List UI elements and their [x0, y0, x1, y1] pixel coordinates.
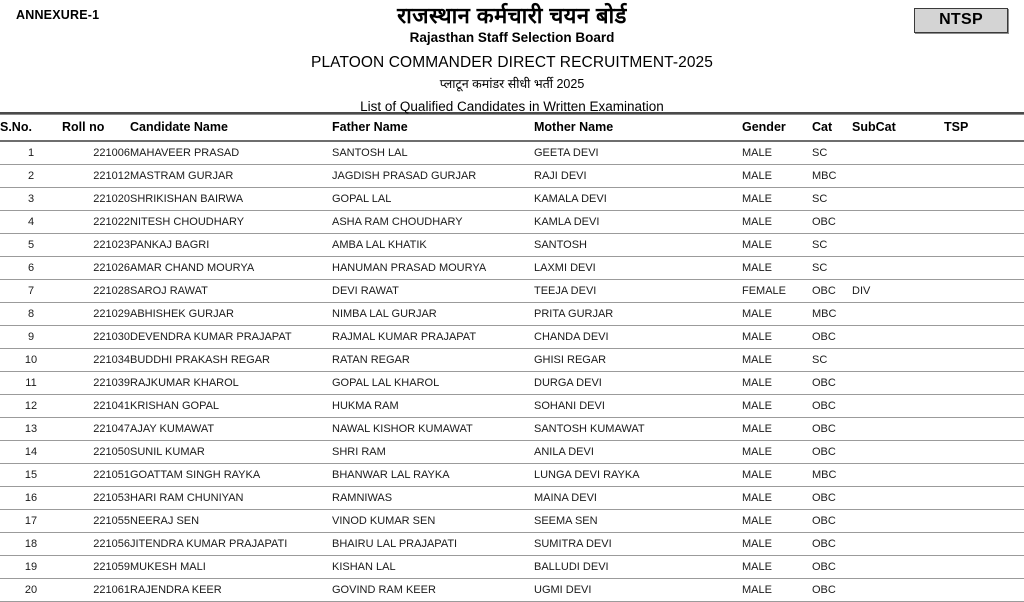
cell-gender: MALE — [742, 441, 812, 464]
cell-tsp — [944, 441, 1024, 464]
table-row — [0, 579, 1024, 602]
cell-subcat — [852, 556, 944, 579]
cell-mother-name: KAMALA DEVI — [534, 188, 742, 211]
cell-cat: OBC — [812, 280, 852, 303]
cell-gender: MALE — [742, 349, 812, 372]
cell-candidate-name: MUKESH MALI — [130, 556, 332, 579]
cell-sno: 18 — [0, 533, 62, 556]
cell-gender: MALE — [742, 533, 812, 556]
cell-subcat: DIV — [852, 280, 944, 303]
cell-tsp — [944, 141, 1024, 165]
cell-father-name: KISHAN LAL — [332, 556, 534, 579]
column-header-mother-name: Mother Name — [534, 115, 742, 141]
cell-tsp — [944, 556, 1024, 579]
column-header-cat: Cat — [812, 115, 852, 141]
cell-tsp — [944, 257, 1024, 280]
cell-mother-name: SEEMA SEN — [534, 510, 742, 533]
cell-cat: OBC — [812, 418, 852, 441]
cell-roll-no: 221051 — [62, 464, 130, 487]
cell-sno: 2 — [0, 165, 62, 188]
cell-father-name: BHAIRU LAL PRAJAPATI — [332, 533, 534, 556]
cell-candidate-name: NITESH CHOUDHARY — [130, 211, 332, 234]
cell-sno: 10 — [0, 349, 62, 372]
table-row — [0, 234, 1024, 257]
cell-cat: OBC — [812, 441, 852, 464]
cell-subcat — [852, 487, 944, 510]
cell-subcat — [852, 326, 944, 349]
table-row — [0, 188, 1024, 211]
cell-cat: SC — [812, 234, 852, 257]
cell-candidate-name: SAROJ RAWAT — [130, 280, 332, 303]
cell-gender: MALE — [742, 165, 812, 188]
cell-father-name: GOPAL LAL KHAROL — [332, 372, 534, 395]
cell-roll-no: 221053 — [62, 487, 130, 510]
cell-gender: MALE — [742, 234, 812, 257]
cell-sno: 6 — [0, 257, 62, 280]
cell-tsp — [944, 349, 1024, 372]
cell-cat: MBC — [812, 303, 852, 326]
cell-candidate-name: RAJKUMAR KHAROL — [130, 372, 332, 395]
cell-sno: 1 — [0, 141, 62, 165]
cell-mother-name: LAXMI DEVI — [534, 257, 742, 280]
cell-father-name: HANUMAN PRASAD MOURYA — [332, 257, 534, 280]
table-row — [0, 487, 1024, 510]
cell-gender: MALE — [742, 326, 812, 349]
cell-tsp — [944, 395, 1024, 418]
cell-roll-no: 221012 — [62, 165, 130, 188]
table-row — [0, 441, 1024, 464]
cell-cat: SC — [812, 349, 852, 372]
title-block — [0, 0, 1024, 115]
cell-tsp — [944, 418, 1024, 441]
cell-cat: MBC — [812, 464, 852, 487]
column-header-father-name: Father Name — [332, 115, 534, 141]
cell-subcat — [852, 510, 944, 533]
cell-father-name: VINOD KUMAR SEN — [332, 510, 534, 533]
cell-roll-no: 221030 — [62, 326, 130, 349]
cell-cat: OBC — [812, 395, 852, 418]
table-row — [0, 303, 1024, 326]
cell-gender: MALE — [742, 257, 812, 280]
cell-sno: 16 — [0, 487, 62, 510]
cell-candidate-name: HARI RAM CHUNIYAN — [130, 487, 332, 510]
cell-tsp — [944, 188, 1024, 211]
cell-sno: 11 — [0, 372, 62, 395]
cell-tsp — [944, 487, 1024, 510]
cell-roll-no: 221047 — [62, 418, 130, 441]
cell-gender: MALE — [742, 579, 812, 602]
cell-mother-name: BALLUDI DEVI — [534, 556, 742, 579]
cell-mother-name: SOHANI DEVI — [534, 395, 742, 418]
cell-candidate-name: DEVENDRA KUMAR PRAJAPAT — [130, 326, 332, 349]
cell-cat: SC — [812, 257, 852, 280]
cell-subcat — [852, 533, 944, 556]
cell-roll-no: 221055 — [62, 510, 130, 533]
table-row — [0, 349, 1024, 372]
cell-father-name: SHRI RAM — [332, 441, 534, 464]
cell-father-name: RATAN REGAR — [332, 349, 534, 372]
cell-gender: MALE — [742, 211, 812, 234]
cell-father-name: ASHA RAM CHOUDHARY — [332, 211, 534, 234]
table-row — [0, 280, 1024, 303]
cell-mother-name: UGMI DEVI — [534, 579, 742, 602]
cell-mother-name: KAMLA DEVI — [534, 211, 742, 234]
cell-mother-name: SANTOSH KUMAWAT — [534, 418, 742, 441]
cell-subcat — [852, 395, 944, 418]
cell-subcat — [852, 441, 944, 464]
table-row — [0, 464, 1024, 487]
table-row — [0, 556, 1024, 579]
cell-sno: 5 — [0, 234, 62, 257]
cell-candidate-name: SUNIL KUMAR — [130, 441, 332, 464]
cell-father-name: HUKMA RAM — [332, 395, 534, 418]
cell-sno: 14 — [0, 441, 62, 464]
cell-cat: OBC — [812, 372, 852, 395]
column-header-candidate-name: Candidate Name — [130, 115, 332, 141]
cell-mother-name: GEETA DEVI — [534, 141, 742, 165]
exam-title-hindi: प्लाटून कमांडर सीधी भर्ती 2025 — [439, 76, 585, 91]
cell-subcat — [852, 372, 944, 395]
document-header — [0, 0, 1024, 112]
cell-tsp — [944, 234, 1024, 257]
cell-gender: MALE — [742, 395, 812, 418]
table-row — [0, 418, 1024, 441]
cell-mother-name: SUMITRA DEVI — [534, 533, 742, 556]
cell-father-name: DEVI RAWAT — [332, 280, 534, 303]
cell-subcat — [852, 464, 944, 487]
cell-mother-name: CHANDA DEVI — [534, 326, 742, 349]
cell-cat: OBC — [812, 326, 852, 349]
cell-subcat — [852, 303, 944, 326]
list-caption: List of Qualified Candidates in Written Examination — [360, 98, 664, 114]
cell-cat: OBC — [812, 556, 852, 579]
table-row — [0, 372, 1024, 395]
cell-sno: 8 — [0, 303, 62, 326]
table-row — [0, 395, 1024, 418]
cell-cat: MBC — [812, 165, 852, 188]
table-row — [0, 211, 1024, 234]
cell-roll-no: 221023 — [62, 234, 130, 257]
cell-gender: MALE — [742, 487, 812, 510]
cell-tsp — [944, 579, 1024, 602]
cell-candidate-name: JITENDRA KUMAR PRAJAPATI — [130, 533, 332, 556]
cell-tsp — [944, 303, 1024, 326]
cell-candidate-name: RAJENDRA KEER — [130, 579, 332, 602]
annexure-label: ANNEXURE-1 — [16, 8, 100, 22]
cell-cat: OBC — [812, 510, 852, 533]
column-header-sno: S.No. — [0, 115, 62, 141]
cell-roll-no: 221061 — [62, 579, 130, 602]
column-header-subcat: SubCat — [852, 115, 944, 141]
cell-candidate-name: AMAR CHAND MOURYA — [130, 257, 332, 280]
qualified-candidates-table — [0, 115, 1024, 602]
cell-roll-no: 221056 — [62, 533, 130, 556]
cell-mother-name: MAINA DEVI — [534, 487, 742, 510]
cell-roll-no: 221050 — [62, 441, 130, 464]
cell-subcat — [852, 188, 944, 211]
table-row — [0, 257, 1024, 280]
cell-sno: 9 — [0, 326, 62, 349]
cell-sno: 3 — [0, 188, 62, 211]
cell-sno: 7 — [0, 280, 62, 303]
cell-cat: OBC — [812, 533, 852, 556]
cell-sno: 4 — [0, 211, 62, 234]
cell-gender: MALE — [742, 556, 812, 579]
cell-roll-no: 221020 — [62, 188, 130, 211]
cell-subcat — [852, 349, 944, 372]
cell-roll-no: 221059 — [62, 556, 130, 579]
cell-gender: MALE — [742, 141, 812, 165]
organization-name-english: Rajasthan Staff Selection Board — [409, 29, 615, 45]
cell-candidate-name: PANKAJ BAGRI — [130, 234, 332, 257]
cell-roll-no: 221022 — [62, 211, 130, 234]
cell-gender: MALE — [742, 372, 812, 395]
cell-gender: MALE — [742, 188, 812, 211]
cell-father-name: RAJMAL KUMAR PRAJAPAT — [332, 326, 534, 349]
cell-father-name: GOPAL LAL — [332, 188, 534, 211]
cell-father-name: AMBA LAL KHATIK — [332, 234, 534, 257]
cell-mother-name: TEEJA DEVI — [534, 280, 742, 303]
cell-candidate-name: KRISHAN GOPAL — [130, 395, 332, 418]
cell-sno: 15 — [0, 464, 62, 487]
cell-father-name: NIMBA LAL GURJAR — [332, 303, 534, 326]
cell-roll-no: 221029 — [62, 303, 130, 326]
cell-father-name: BHANWAR LAL RAYKA — [332, 464, 534, 487]
cell-mother-name: SANTOSH — [534, 234, 742, 257]
exam-title-english: PLATOON COMMANDER DIRECT RECRUITMENT-2025 — [311, 53, 713, 71]
cell-sno: 17 — [0, 510, 62, 533]
table-row — [0, 326, 1024, 349]
cell-roll-no: 221039 — [62, 372, 130, 395]
cell-cat: OBC — [812, 487, 852, 510]
cell-father-name: NAWAL KISHOR KUMAWAT — [332, 418, 534, 441]
cell-tsp — [944, 211, 1024, 234]
cell-sno: 13 — [0, 418, 62, 441]
ntsp-badge: NTSP — [914, 8, 1008, 33]
cell-subcat — [852, 234, 944, 257]
cell-candidate-name: BUDDHI PRAKASH REGAR — [130, 349, 332, 372]
cell-subcat — [852, 211, 944, 234]
cell-candidate-name: NEERAJ SEN — [130, 510, 332, 533]
table-body — [0, 141, 1024, 602]
cell-roll-no: 221034 — [62, 349, 130, 372]
cell-cat: OBC — [812, 579, 852, 602]
cell-tsp — [944, 326, 1024, 349]
cell-roll-no: 221026 — [62, 257, 130, 280]
cell-father-name: SANTOSH LAL — [332, 141, 534, 165]
cell-tsp — [944, 165, 1024, 188]
cell-sno: 19 — [0, 556, 62, 579]
cell-candidate-name: MAHAVEER PRASAD — [130, 141, 332, 165]
organization-name-hindi: राजस्थान कर्मचारी चयन बोर्ड — [397, 3, 627, 28]
cell-mother-name: DURGA DEVI — [534, 372, 742, 395]
cell-father-name: RAMNIWAS — [332, 487, 534, 510]
cell-tsp — [944, 280, 1024, 303]
cell-tsp — [944, 464, 1024, 487]
cell-mother-name: RAJI DEVI — [534, 165, 742, 188]
cell-father-name: GOVIND RAM KEER — [332, 579, 534, 602]
cell-gender: MALE — [742, 510, 812, 533]
table-row — [0, 141, 1024, 165]
table-row — [0, 533, 1024, 556]
cell-roll-no: 221041 — [62, 395, 130, 418]
cell-roll-no: 221006 — [62, 141, 130, 165]
cell-subcat — [852, 257, 944, 280]
table-header-row — [0, 115, 1024, 141]
cell-cat: SC — [812, 141, 852, 165]
cell-mother-name: GHISI REGAR — [534, 349, 742, 372]
cell-mother-name: PRITA GURJAR — [534, 303, 742, 326]
cell-gender: MALE — [742, 464, 812, 487]
cell-subcat — [852, 165, 944, 188]
cell-gender: MALE — [742, 418, 812, 441]
cell-gender: MALE — [742, 303, 812, 326]
cell-candidate-name: MASTRAM GURJAR — [130, 165, 332, 188]
cell-tsp — [944, 533, 1024, 556]
cell-cat: OBC — [812, 211, 852, 234]
cell-sno: 12 — [0, 395, 62, 418]
cell-mother-name: LUNGA DEVI RAYKA — [534, 464, 742, 487]
cell-candidate-name: ABHISHEK GURJAR — [130, 303, 332, 326]
cell-roll-no: 221028 — [62, 280, 130, 303]
cell-father-name: JAGDISH PRASAD GURJAR — [332, 165, 534, 188]
cell-sno: 20 — [0, 579, 62, 602]
cell-candidate-name: GOATTAM SINGH RAYKA — [130, 464, 332, 487]
column-header-roll: Roll no — [62, 115, 130, 141]
cell-candidate-name: SHRIKISHAN BAIRWA — [130, 188, 332, 211]
table-row — [0, 165, 1024, 188]
table-row — [0, 510, 1024, 533]
cell-cat: SC — [812, 188, 852, 211]
cell-gender: FEMALE — [742, 280, 812, 303]
cell-subcat — [852, 579, 944, 602]
cell-tsp — [944, 372, 1024, 395]
cell-subcat — [852, 141, 944, 165]
cell-tsp — [944, 510, 1024, 533]
cell-subcat — [852, 418, 944, 441]
cell-mother-name: ANILA DEVI — [534, 441, 742, 464]
column-header-gender: Gender — [742, 115, 812, 141]
column-header-tsp: TSP — [944, 115, 1024, 141]
cell-candidate-name: AJAY KUMAWAT — [130, 418, 332, 441]
